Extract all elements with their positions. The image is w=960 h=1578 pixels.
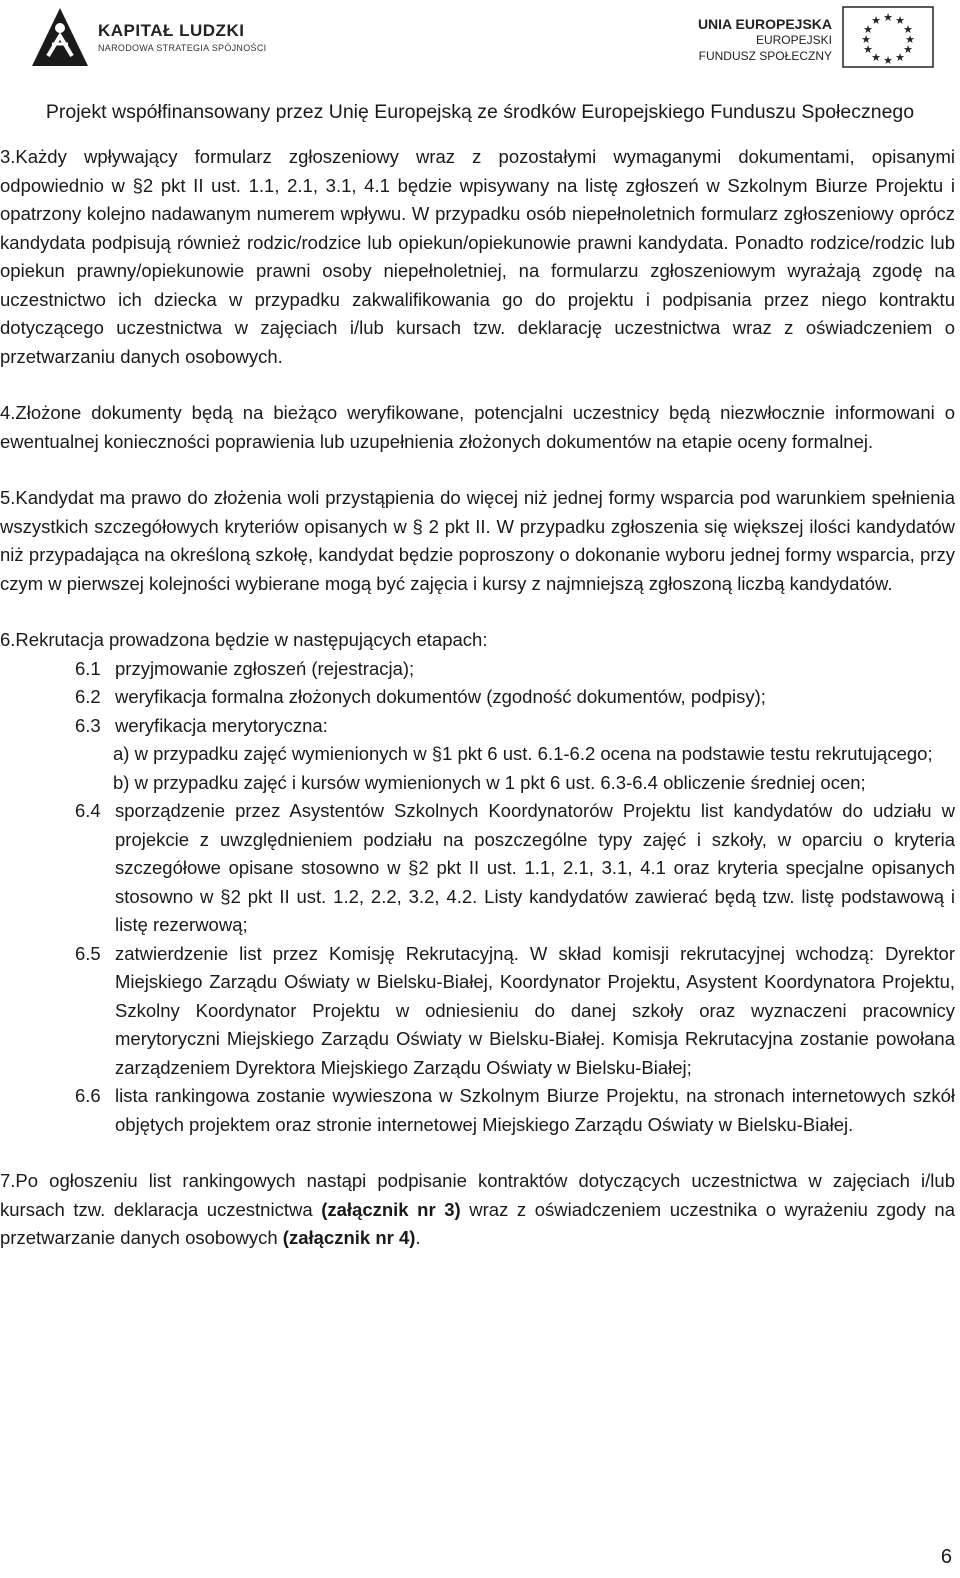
svg-text:★: ★ — [895, 51, 905, 64]
paragraph-7-text: 7.Po ogłoszeniu list rankingowych nastąpi podpisanie kontraktów dotyczących uczestnictwa w zajęciach i/lub kursach tzw. deklaracja uczestnictwa — [0, 1170, 955, 1220]
logo-title: KAPITAŁ LUDZKI — [98, 21, 245, 40]
list-item-text: sporządzenie przez Asystentów Szkolnych Koordynatorów Projektu list kandydatów do udziału w projekcie z uwzględnieniem podziału na poszczególne typy zajęć i szkoły, w oparciu o kryteria szczegółowe opisane stosowno w §2 pkt II ust. 1.1, 2.1, 3.1, 4.1 oraz kryteria specjalne opisanych stosowno w §2 pkt II ust. 1.2, 2.2, 3.2, 4.2. Listy kandydatów zawierać będą tzw. listę podstawową i listę rezerwową; — [115, 800, 955, 935]
list-item — [75, 1082, 955, 1139]
paragraph-5: 5.Kandydat ma prawo do złożenia woli przystąpienia do więcej niż jednej formy wsparcia pod warunkiem spełnienia wszystkich szczegółowych kryteriów opisanych w § 2 pkt II. W przypadku zgłoszenia się większej ilości kandydatów niż przypadająca na określoną szkołę, kandydat będzie poproszony o dokonanie wyboru jednej formy wsparcia, przy czym w pierwszej kolejności wybierane mogą być zajęcia i kursy z najmniejszą zgłoszoną liczbą kandydatów. — [0, 487, 955, 594]
svg-text:★: ★ — [883, 54, 893, 67]
list-item-number: 6.6 — [75, 1085, 101, 1106]
logo-subtitle: NARODOWA STRATEGIA SPÓJNOŚCI — [98, 43, 267, 53]
svg-text:★: ★ — [883, 11, 893, 24]
list-item-text: lista rankingowa zostanie wywieszona w Szkolnym Biurze Projektu, na stronach internetowych szkół objętych projektem oraz stronie internetowej Miejskiego Zarządu Oświaty w Bielsku-Białej. — [115, 1085, 955, 1135]
page-number: 6 — [940, 1546, 952, 1568]
svg-text:★: ★ — [871, 14, 881, 27]
list-item-text: zatwierdzenie list przez Komisję Rekrutacyjną. W skład komisji rekrutacyjnej wchodzą: Dyrektor Miejskiego Zarządu Oświaty w Bielsku-Białej, Koordynator Projektu, Asystent Koordynatora Projektu, Szkolny Koordynator Projektu w odniesieniu do danej szkoły oraz wyznaczeni pracownicy merytoryczni Miejskiego Zarządu Oświaty w Bielsku-Białej. Komisja Rekrutacyjna zostanie powołana zarządzeniem Dyrektora Miejskiego Zarządu Oświaty w Bielsku-Białej; — [115, 942, 955, 1078]
attachment-4-reference: (załącznik nr 4) — [282, 1227, 416, 1248]
svg-text:★: ★ — [903, 43, 913, 56]
document-body — [0, 143, 955, 1253]
list-item — [75, 797, 955, 940]
page-header — [0, 0, 960, 123]
list-item-number: 6.5 — [75, 942, 101, 964]
svg-text:★: ★ — [871, 51, 881, 64]
list-item — [75, 712, 955, 741]
list-item — [75, 683, 955, 712]
eu-logo-line3: FUNDUSZ SPOŁECZNY — [698, 49, 832, 63]
sub-list-item: a) w przypadku zajęć wymienionych w §1 pkt 6 ust. 6.1-6.2 ocena na podstawie testu rekrutującego; — [113, 743, 933, 764]
eu-logo-line1: UNIA EUROPEJSKA — [697, 16, 832, 32]
paragraph-7-end: . — [415, 1227, 421, 1248]
eu-logo-line2: EUROPEJSKI — [755, 33, 832, 47]
kapital-ludzki-logo — [30, 6, 266, 68]
kapital-ludzki-emblem-icon — [30, 6, 90, 68]
cofinancing-notice: Projekt współfinansowany przez Unię Europejską ze środków Europejskiego Funduszu Społecznego — [45, 101, 915, 123]
eu-logo — [698, 6, 934, 68]
svg-text:★: ★ — [861, 33, 871, 46]
paragraph-7 — [0, 1167, 955, 1253]
list-item-number: 6.3 — [75, 714, 101, 736]
paragraph-7-text-cont: wraz z oświadczeniem uczestnika o wyrażeniu zgody na przetwarzanie danych osobowych — [0, 1198, 955, 1248]
attachment-3-reference: (załącznik nr 3) — [321, 1198, 461, 1220]
paragraph-3: 3.Każdy wpływający formularz zgłoszeniowy wraz z pozostałymi wymaganymi dokumentami, opisanymi odpowiednio w §2 pkt II ust. 1.1, 2.1, 3.1, 4.1 będzie wpisywany na listę zgłoszeń w Szkolnym Biurze Projektu i opatrzony kolejno nadawanym numerem wpływu. W przypadku osób niepełnoletnich formularz zgłoszeniowy oprócz kandydata podpisują również rodzic/rodzice lub opiekun/opiekunowie prawni kandydata. Ponadto rodzice/rodzic lub opiekun prawny/opiekunowie prawni osoby niepełnoletniej, na formularzu zgłoszeniowym wyrażają zgodę na uczestnictwo ich dziecka w przypadku zakwalifikowania go do projektu i podpisania przez niego kontraktu dotyczącego uczestnictwa w zajęciach i/lub kursach tzw. deklarację uczestnictwa wraz z oświadczeniem o przetwarzaniu danych osobowych. — [0, 146, 955, 367]
list-item-number: 6.4 — [75, 800, 101, 821]
list-item-text: przyjmowanie zgłoszeń (rejestracja); — [115, 657, 415, 679]
paragraph-6-intro: 6.Rekrutacja prowadzona będzie w następujących etapach: — [0, 629, 488, 650]
list-item-text: weryfikacja formalna złożonych dokumentów (zgodność dokumentów, podpisy); — [115, 686, 766, 707]
svg-text:★: ★ — [895, 14, 905, 27]
list-item-number: 6.2 — [75, 686, 101, 707]
list-item — [75, 655, 955, 684]
list-item — [75, 940, 955, 1083]
sub-list-item: b) w przypadku zajęć i kursów wymienionych w 1 pkt 6 ust. 6.3-6.4 obliczenie średniej ocen; — [113, 771, 866, 793]
paragraph-4: 4.Złożone dokumenty będą na bieżąco weryfikowane, potencjalni uczestnicy będą niezwłocznie informowani o ewentualnej konieczności poprawienia lub uzupełnienia złożonych dokumentów na etapie oceny formalnej. — [0, 402, 955, 452]
eu-flag-icon — [842, 6, 934, 68]
svg-text:★: ★ — [863, 23, 873, 36]
list-item-number: 6.1 — [75, 657, 101, 679]
svg-text:★: ★ — [863, 43, 873, 56]
svg-text:★: ★ — [905, 33, 915, 46]
svg-text:★: ★ — [903, 23, 913, 36]
list-item-text: weryfikacja merytoryczna: — [115, 714, 328, 736]
